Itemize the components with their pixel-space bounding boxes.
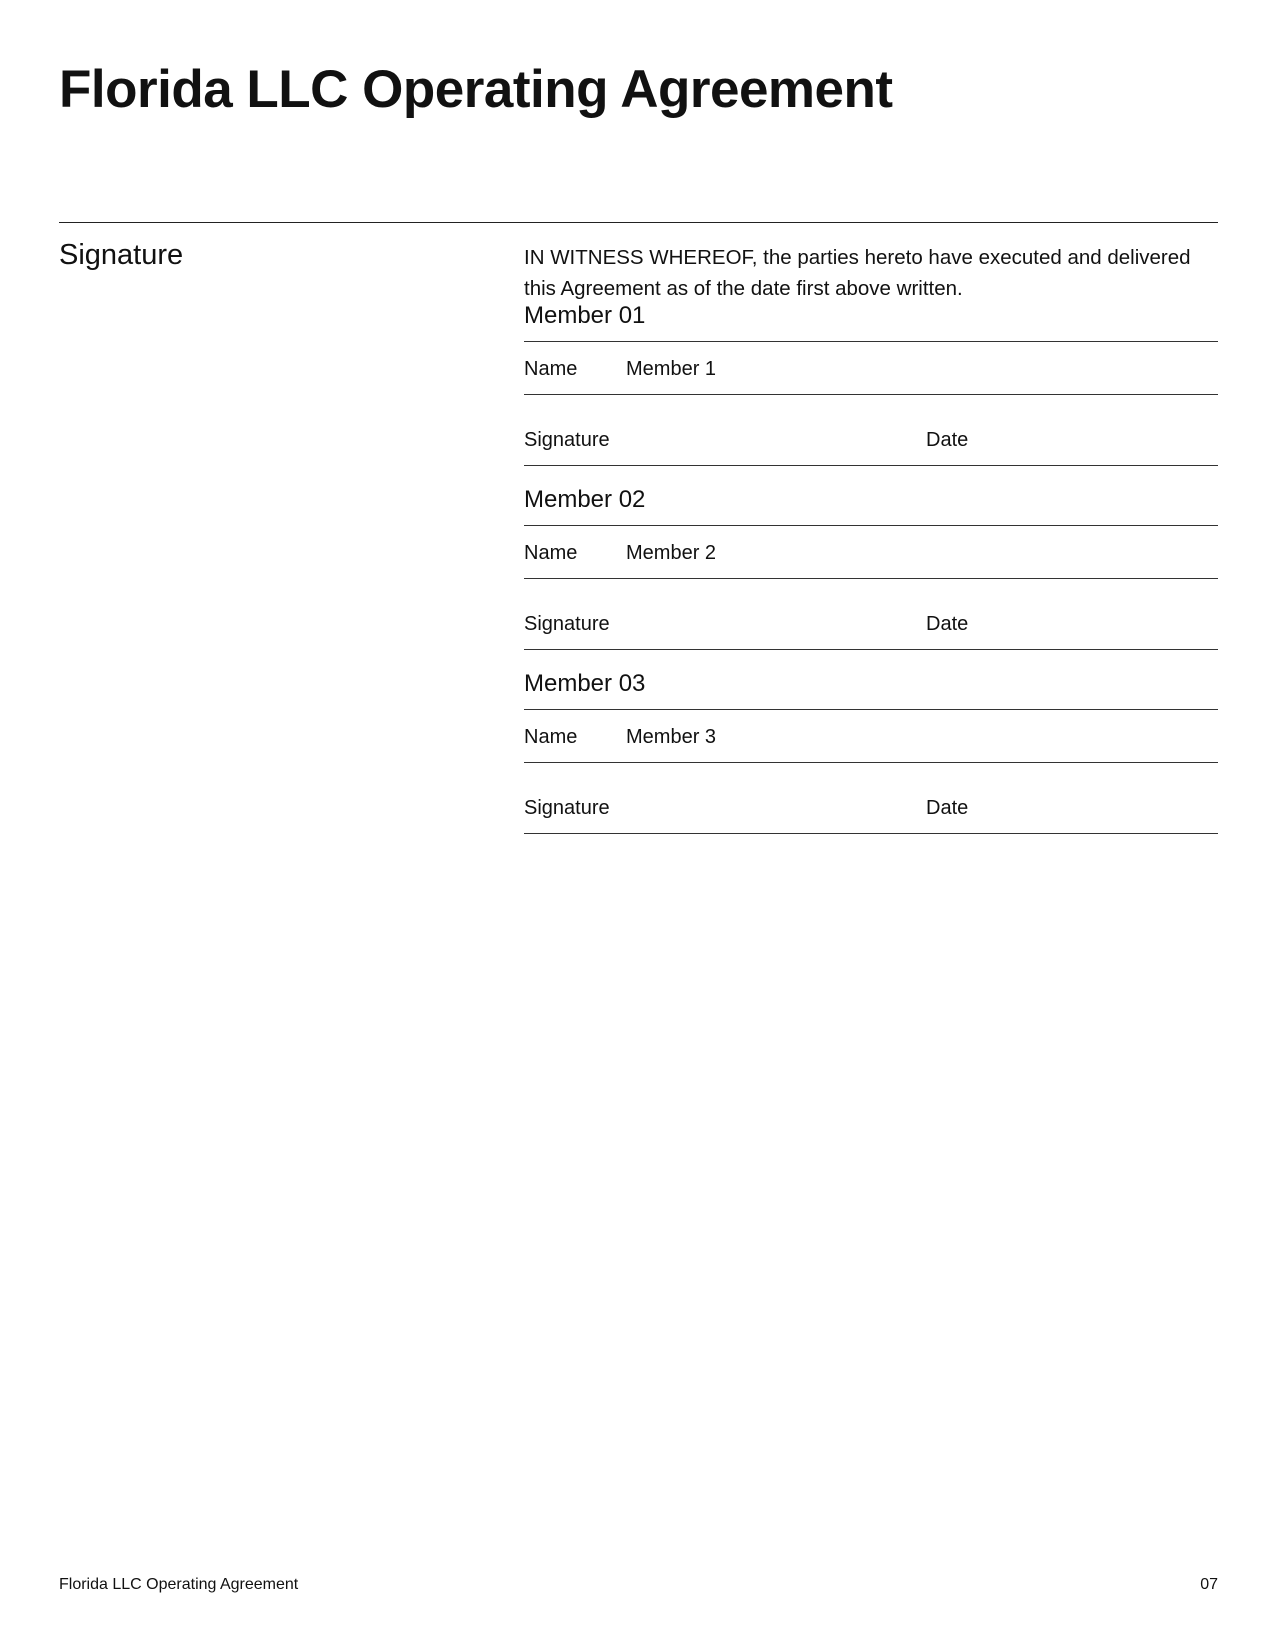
header-divider xyxy=(59,222,1218,223)
member-heading xyxy=(524,484,1218,526)
signature-date-field[interactable] xyxy=(524,395,1218,466)
member-heading xyxy=(524,300,1218,342)
name-field[interactable] xyxy=(524,526,1218,579)
signature-label: Signature xyxy=(524,797,610,819)
name-label: Name xyxy=(524,542,578,564)
date-label: Date xyxy=(926,613,969,635)
name-label: Name xyxy=(524,358,578,380)
date-label: Date xyxy=(926,797,969,819)
section-heading: Signature xyxy=(59,239,184,271)
member-heading xyxy=(524,668,1218,710)
name-value[interactable]: Member 2 xyxy=(626,542,717,564)
member-heading-text: Member 02 xyxy=(524,486,646,513)
signature-label: Signature xyxy=(524,613,610,635)
name-value[interactable]: Member 1 xyxy=(626,358,717,380)
signature-label: Signature xyxy=(524,429,610,451)
signature-date-field[interactable] xyxy=(524,579,1218,650)
member-signature-block xyxy=(524,484,1218,650)
document-title: Florida LLC Operating Agreement xyxy=(59,60,893,119)
name-field[interactable] xyxy=(524,342,1218,395)
member-signature-block xyxy=(524,300,1218,466)
member-heading-text: Member 01 xyxy=(524,302,646,329)
signature-date-field[interactable] xyxy=(524,763,1218,834)
name-field[interactable] xyxy=(524,710,1218,763)
page-number: 07 xyxy=(1200,1576,1218,1593)
name-value[interactable]: Member 3 xyxy=(626,726,717,748)
witness-statement: IN WITNESS WHEREOF, the parties hereto have executed and delivered this Agreement as of the date first above written. xyxy=(524,246,1191,300)
member-heading-text: Member 03 xyxy=(524,670,646,697)
footer-document-title: Florida LLC Operating Agreement xyxy=(59,1576,299,1593)
date-label: Date xyxy=(926,429,969,451)
member-signature-block xyxy=(524,668,1218,834)
name-label: Name xyxy=(524,726,578,748)
